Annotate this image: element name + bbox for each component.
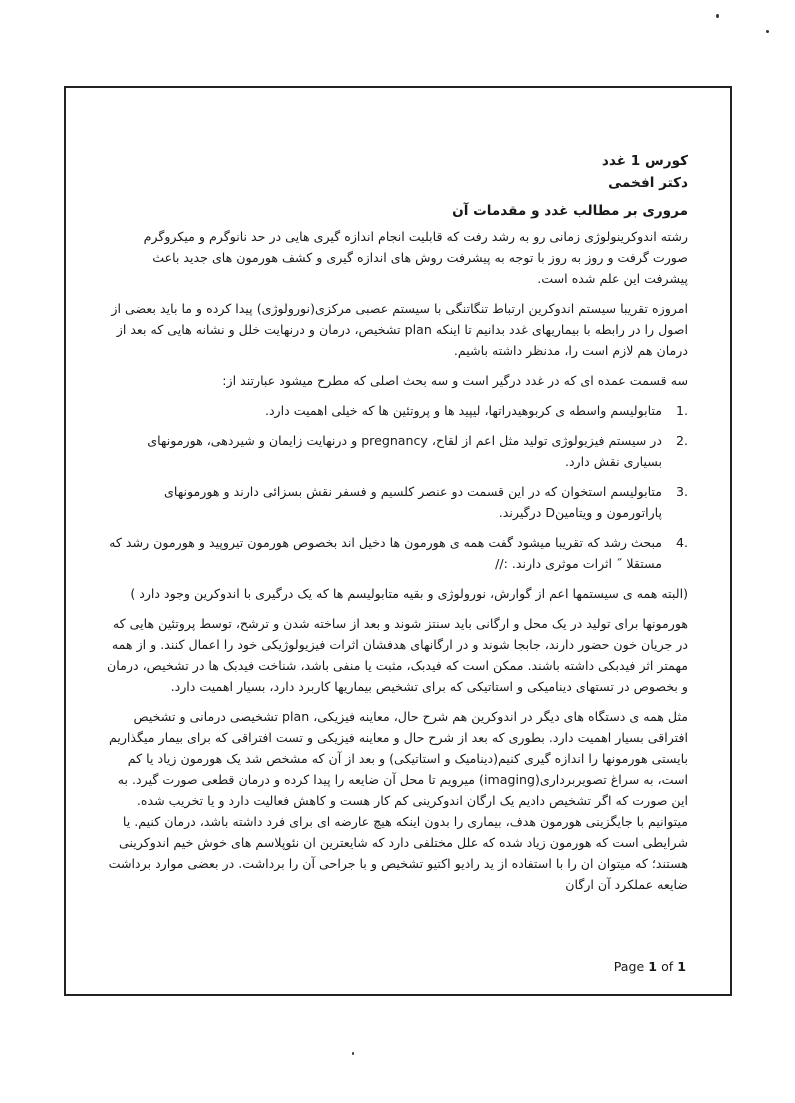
paragraph: سه قسمت عمده ای که در غدد درگیر است و سه بحث اصلی که مطرح میشود عبارتند از: [222,373,688,388]
page-label: Page [613,959,645,974]
document-body [106,150,688,904]
paragraph: مثل همه ی دستگاه های دیگر در اندوکرین هم شرح حال، معاینه فیزیکی، plan تشخیصی درمانی و تشخیص افتراقی بسیار اهمیت دارد. بطوری که بعد از شرح حال و معاینه فیزیکی و تست افتراقی که برای بیمار میگذاریم بایستی هورمونها را اندازه گیری کنیم(دینامیک و استاتیکی) و بعد از آن که مشخص شد یک هورمون زیاد یا کم است، به سراغ تصویربرداری(imaging) میرویم تا محل آن ضایعه را پیدا کرده و درمان قطعی صورت گیرد. به این صورت که اگر تشخیص دادیم یک ارگان اندوکرینی کم کار هست و کاهش فعالیت دارد و یا تخریب شده. میتوانیم با جایگزینی هورمون هدف، بیماری را بدون اینکه هیچ عارضه ای برای فرد داشته باشد، درمان کنیم. یا شرایطی است که هورمون زیاد شده که علل مختلفی دارد که شایعترین ان نئوپلاسم های خوش خیم اندوکرینی هستند؛ که میتوان ان را با استفاده از ید رادیو اکتیو تشخیص و با جراحی آن را برداشت. در بعضی موارد برداشت ضایعه عملکرد آن ارگان [108,709,688,892]
scan-speck [766,30,769,33]
list-item-text: در سیستم فیزیولوژی تولید مثل اعم از لقاح، pregnancy و درنهایت زایمان و شیردهی، هورمونهای بسیاری نقش دارد. [147,433,662,469]
list-item [106,481,688,523]
list-item-number: 4 . [666,532,688,553]
scan-speck [352,1052,354,1055]
scan-speck [716,14,719,18]
list-item-text: متابولیسم استخوان که در این قسمت دو عنصر کلسیم و فسفر نقش بسزائی دارند و هورمونهای پاراتورمون و ویتامینD درگیرند. [164,484,662,520]
page-total: 1 [677,959,686,974]
list-item-number: 3 . [666,481,688,502]
paragraph: (البته همه ی سیستمها اعم از گوارش، نورولوژی و بقیه متابولیسم ها که یک درگیری با اندوکرین وجود دارد ) [130,586,688,601]
paragraph: هورمونها برای تولید در یک محل و ارگانی باید سنتز شوند و بعد از ساخته شدن و ترشح، توسط پروتئین هایی که در جریان خون حضور دارند، جابجا شوند و در ارگانهای هدفشان اثرات فیزیولوژیکی خود را اعمال کنند. و از همه مهمتر اثر فیدبکی داشته باشند. ممکن است که فیدبک، مثبت یا منفی باشد، شناخت فیدبک ها در تشخیص، درمان و بخصوص در تستهای دینامیکی و استاتیکی که برای تشخیص بیماریها کاربرد دارد، بسیار اهمیت دارد. [107,616,688,694]
paragraph: رشته اندوکرینولوژی زمانی رو به رشد رفت که قابلیت انجام اندازه گیری هایی در حد نانوگرم و میکروگرم صورت گرفت و روز به روز با توجه به پیشرفت روش های اندازه گیری و کشف هورمون های جدید باعث پیشرفت این علم شده است. [143,229,688,286]
topics-list [106,400,688,574]
list-item-text: مبحث رشد که تقریبا میشود گفت همه ی هورمون ها دخیل اند بخصوص هورمون تیروپید و هورمون رشد که مستقلا ˝ اثرات موثری دارند. :// [109,535,662,571]
page-current: 1 [648,959,658,974]
list-item [106,430,688,472]
list-item [106,400,688,421]
course-title: کورس 1 غدد [601,153,688,169]
list-item-text: متابولیسم واسطه ی کربوهیدراتها، لیپید ها و پروتئین ها که خیلی اهمیت دارد. [264,403,662,418]
page-footer [614,959,686,974]
list-item-number: 2 . [666,430,688,451]
of-label: of [661,959,674,974]
subject-heading: مروری بر مطالب غدد و مقدمات آن [452,203,688,219]
page-frame [64,86,732,996]
paragraph: امروزه تقریبا سیستم اندوکرین ارتباط تنگاتنگی با سیستم عصبی مرکزی(نورولوژی) پیدا کرده و ما باید بعضی از اصول را در رابطه با بیماریهای غدد بدانیم تا اینکه plan تشخیص، درمان و درنهایت خلل و نشانه هایی که بعد از درمان هم لازم است را، مدنظر داشته باشیم. [111,301,688,358]
instructor-name: دکتر افخمی [608,175,688,191]
list-item-number: 1 . [666,400,688,421]
list-item [106,532,688,574]
